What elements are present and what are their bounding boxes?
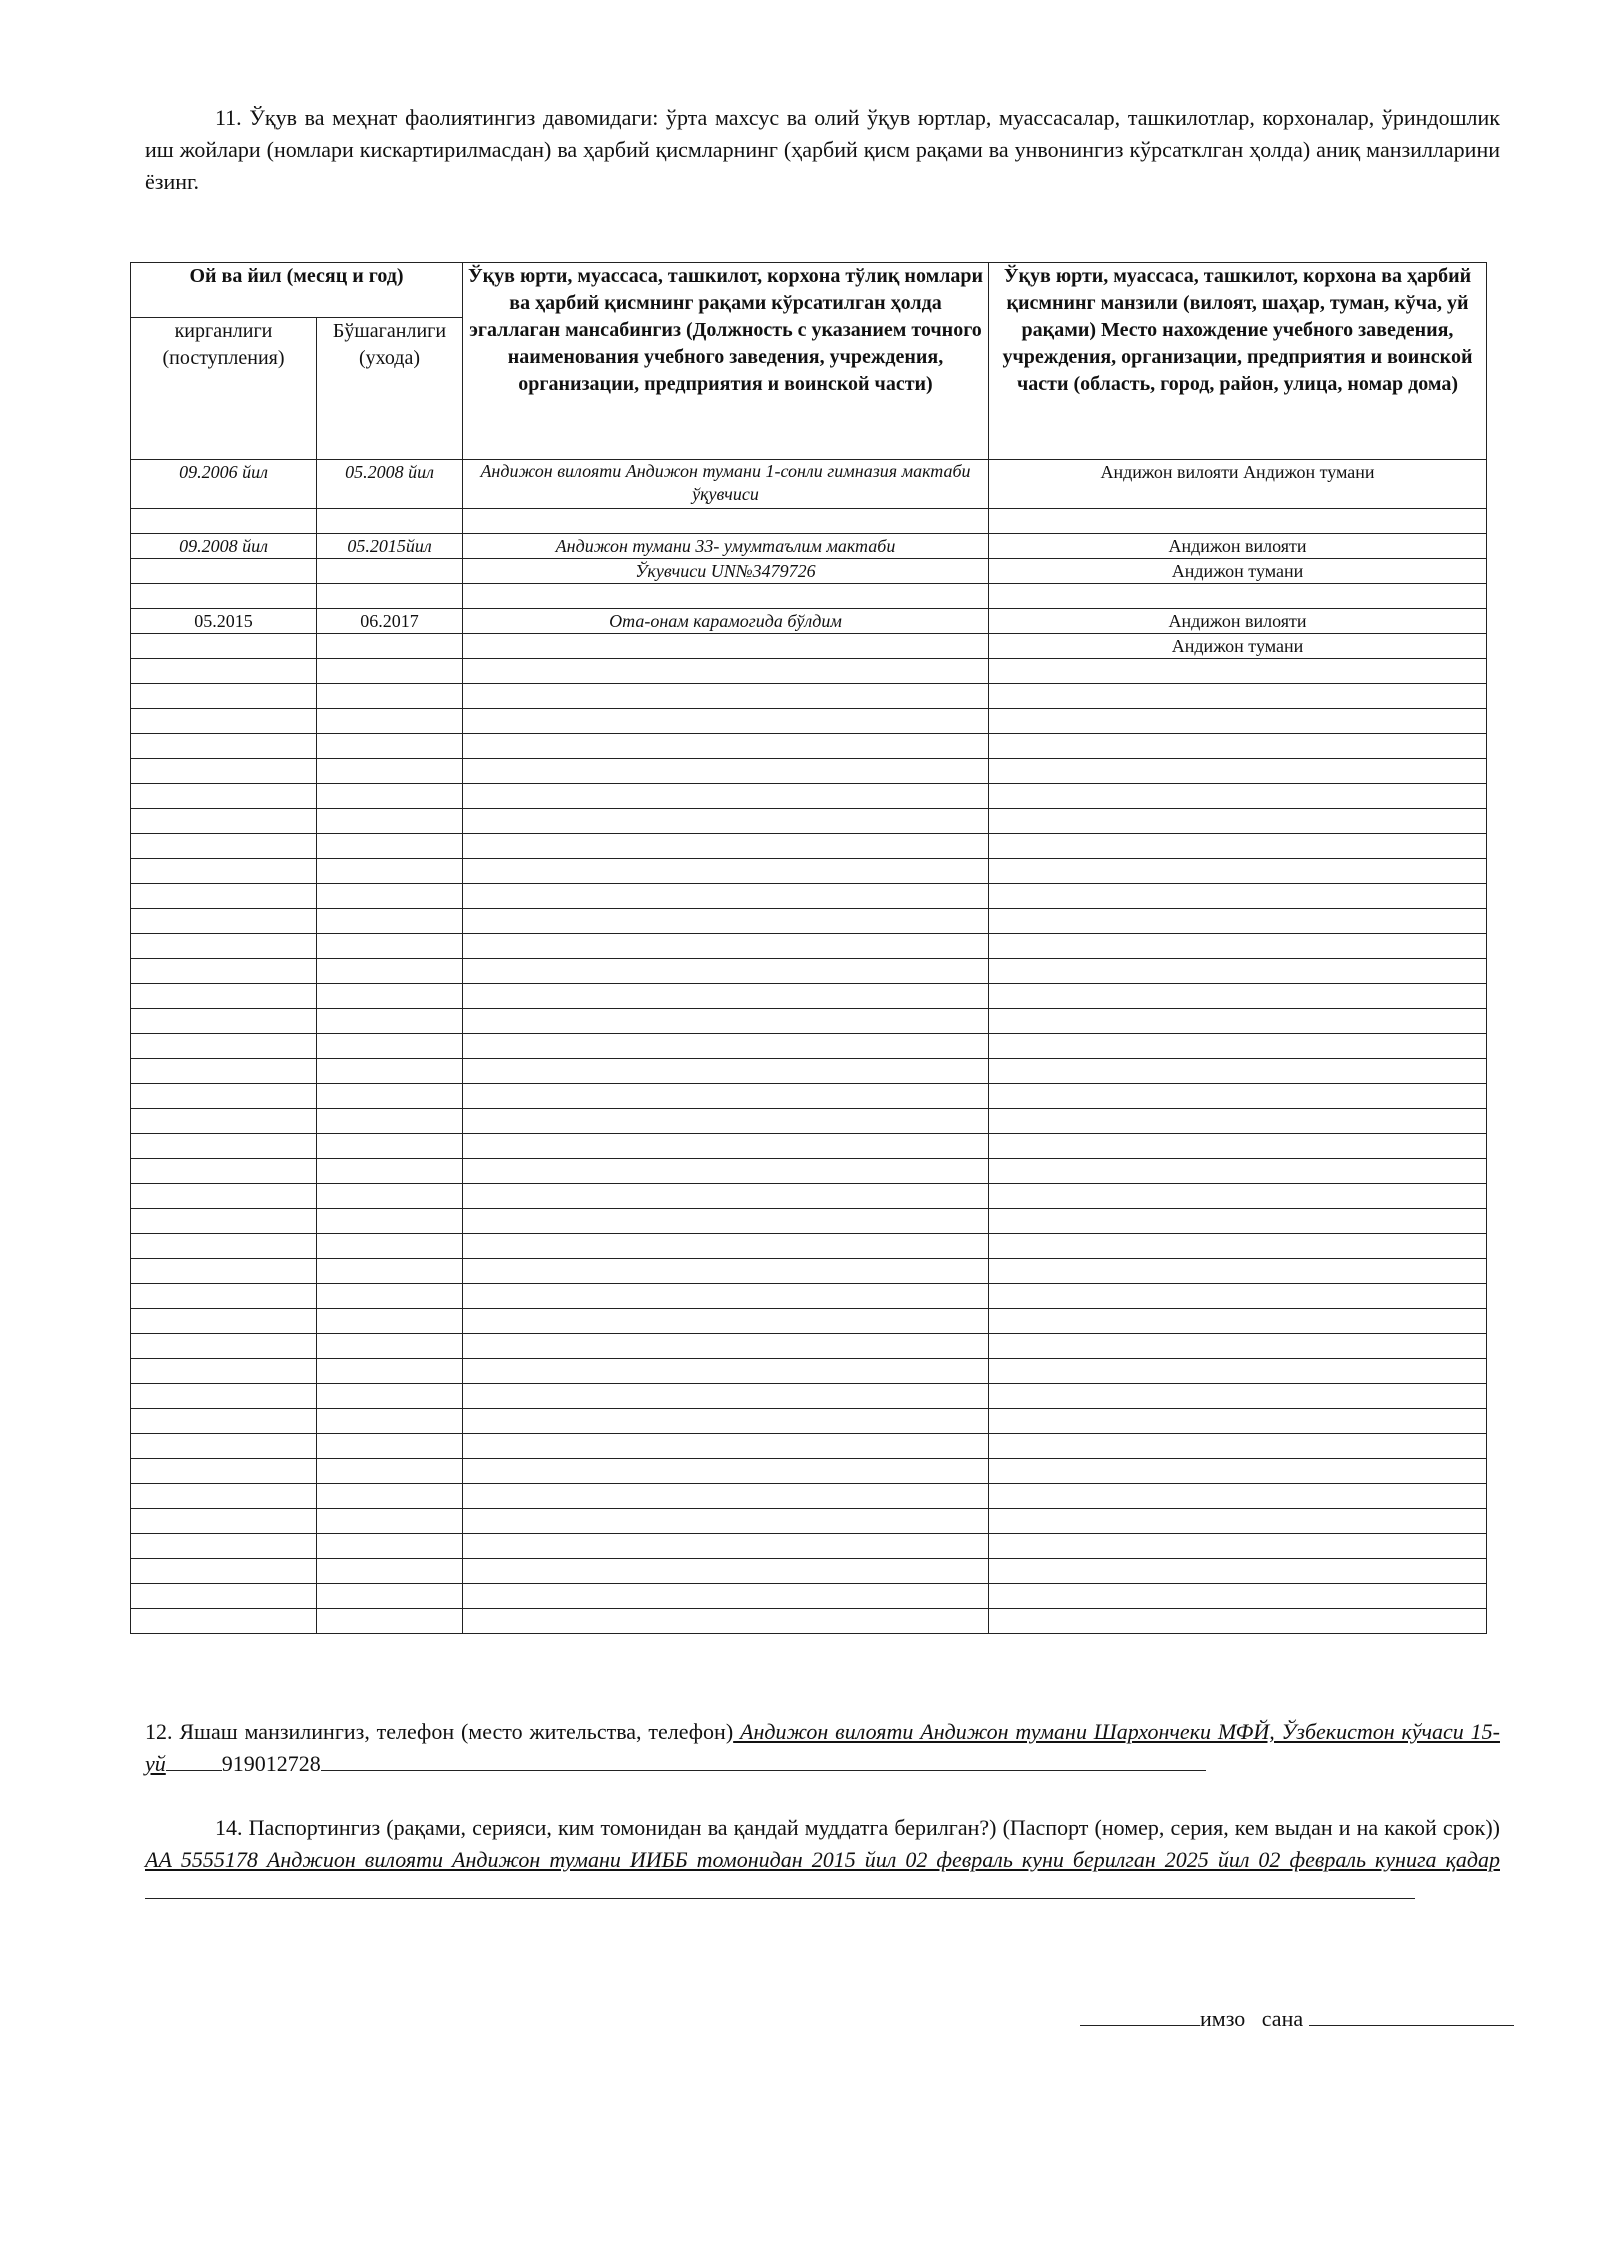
empty-table-row xyxy=(131,1409,1487,1434)
empty-cell xyxy=(131,1059,317,1084)
empty-cell xyxy=(989,834,1487,859)
empty-cell xyxy=(463,984,989,1009)
empty-cell xyxy=(463,1009,989,1034)
exit-date-cell xyxy=(317,559,463,584)
empty-cell xyxy=(989,709,1487,734)
empty-table-row xyxy=(131,1009,1487,1034)
exit-date-cell xyxy=(317,634,463,659)
empty-table-row xyxy=(131,884,1487,909)
empty-cell xyxy=(131,1134,317,1159)
address-cell: Андижон вилояти Андижон тумани xyxy=(989,460,1487,509)
empty-cell xyxy=(463,1109,989,1134)
position-cell: Ўкувчиси UN№3479726 xyxy=(463,559,989,584)
section-14 xyxy=(145,1812,1500,1908)
empty-cell xyxy=(317,1084,463,1109)
empty-cell xyxy=(317,1409,463,1434)
address-cell: Андижон тумани xyxy=(989,559,1487,584)
empty-cell xyxy=(131,1584,317,1609)
empty-cell xyxy=(989,1059,1487,1084)
exit-date-cell xyxy=(317,509,463,534)
empty-cell xyxy=(317,1434,463,1459)
empty-table-row xyxy=(131,1059,1487,1084)
empty-cell xyxy=(131,1109,317,1134)
empty-cell xyxy=(989,1234,1487,1259)
empty-cell xyxy=(317,684,463,709)
empty-table-row xyxy=(131,1084,1487,1109)
empty-cell xyxy=(463,1084,989,1109)
empty-cell xyxy=(989,759,1487,784)
empty-table-row xyxy=(131,1359,1487,1384)
empty-cell xyxy=(463,784,989,809)
empty-cell xyxy=(317,1209,463,1234)
empty-cell xyxy=(989,1309,1487,1334)
empty-cell xyxy=(131,1609,317,1634)
empty-cell xyxy=(131,1309,317,1334)
empty-table-row xyxy=(131,1234,1487,1259)
entry-date-cell: 05.2015 xyxy=(131,609,317,634)
empty-cell xyxy=(989,859,1487,884)
header-exit: Бўшаганлиги (ухода) xyxy=(317,318,463,460)
empty-cell xyxy=(463,1609,989,1634)
header-address: Ўқув юрти, муассаса, ташкилот, корхона ва ҳарбий қисмнинг манзили (вилоят, шаҳар, туман, кўча, уй рақами) Место нахождение учебного заведения, учреждения, организации, предприятия и воинской части (область, город, район, улица, номар дома) xyxy=(989,263,1487,460)
empty-cell xyxy=(317,1259,463,1284)
empty-table-row xyxy=(131,1209,1487,1234)
empty-cell xyxy=(317,1109,463,1134)
empty-cell xyxy=(989,1259,1487,1284)
empty-cell xyxy=(463,934,989,959)
empty-cell xyxy=(131,684,317,709)
empty-cell xyxy=(463,1284,989,1309)
empty-cell xyxy=(989,1609,1487,1634)
table-row xyxy=(131,609,1487,634)
empty-table-row xyxy=(131,1434,1487,1459)
empty-cell xyxy=(989,734,1487,759)
signature-label: имзо xyxy=(1200,2006,1246,2031)
empty-cell xyxy=(131,1409,317,1434)
empty-cell xyxy=(131,1284,317,1309)
empty-cell xyxy=(317,784,463,809)
entry-date-cell: 09.2008 йил xyxy=(131,534,317,559)
entry-date-cell xyxy=(131,509,317,534)
empty-cell xyxy=(317,1009,463,1034)
empty-cell xyxy=(463,1059,989,1084)
empty-cell xyxy=(989,1034,1487,1059)
empty-cell xyxy=(131,859,317,884)
empty-cell xyxy=(317,884,463,909)
empty-table-row xyxy=(131,784,1487,809)
empty-cell xyxy=(989,809,1487,834)
empty-cell xyxy=(317,809,463,834)
empty-cell xyxy=(317,1609,463,1634)
empty-cell xyxy=(989,1434,1487,1459)
empty-cell xyxy=(131,1009,317,1034)
empty-table-row xyxy=(131,1259,1487,1284)
empty-cell xyxy=(463,1384,989,1409)
empty-cell xyxy=(989,984,1487,1009)
entry-date-cell xyxy=(131,559,317,584)
empty-cell xyxy=(131,1434,317,1459)
empty-cell xyxy=(317,984,463,1009)
empty-cell xyxy=(989,1384,1487,1409)
empty-cell xyxy=(317,1184,463,1209)
date-blank xyxy=(1309,2003,1514,2026)
empty-cell xyxy=(317,759,463,784)
exit-date-cell: 05.2008 йил xyxy=(317,460,463,509)
blank-line xyxy=(321,1748,1206,1771)
header-entry: кирганлиги (поступления) xyxy=(131,318,317,460)
empty-table-row xyxy=(131,709,1487,734)
position-cell: Андижон вилояти Андижон тумани 1-сонли гимназия мактаби ўқувчиси xyxy=(463,460,989,509)
empty-cell xyxy=(463,1134,989,1159)
entry-date-cell xyxy=(131,584,317,609)
empty-cell xyxy=(463,1034,989,1059)
empty-cell xyxy=(463,1584,989,1609)
empty-table-row xyxy=(131,1034,1487,1059)
empty-table-row xyxy=(131,909,1487,934)
empty-cell xyxy=(463,684,989,709)
empty-cell xyxy=(989,1159,1487,1184)
empty-cell xyxy=(131,934,317,959)
empty-cell xyxy=(989,1409,1487,1434)
empty-cell xyxy=(131,909,317,934)
empty-cell xyxy=(131,709,317,734)
empty-cell xyxy=(317,734,463,759)
section-11-text: 11. Ўқув ва меҳнат фаолиятингиз давомидаги: ўрта махсус ва олий ўқув юртлар, муассасалар, ташкилотлар, корхоналар, ўриндошлик иш жойлари (номлари кискартирилмасдан) ва ҳарбий қисмларнинг (ҳарбий қисм рақами ва унвонингиз кўрсатклган ҳолда) аниқ манзилларини ёзинг. xyxy=(145,105,1500,194)
empty-cell xyxy=(463,709,989,734)
empty-table-row xyxy=(131,1334,1487,1359)
empty-cell xyxy=(989,1484,1487,1509)
date-label: сана xyxy=(1261,2006,1304,2031)
empty-cell xyxy=(989,659,1487,684)
empty-cell xyxy=(317,1159,463,1184)
empty-cell xyxy=(131,984,317,1009)
empty-table-row xyxy=(131,684,1487,709)
entry-date-cell: 09.2006 йил xyxy=(131,460,317,509)
empty-cell xyxy=(989,1134,1487,1159)
entry-date-cell xyxy=(131,634,317,659)
empty-table-row xyxy=(131,959,1487,984)
home-address: Андижон вилояти Андижон тумани Шархончеки МФЙ, Ўзбекистон кўчаси 15-уй xyxy=(145,1719,1500,1776)
position-cell xyxy=(463,509,989,534)
position-cell: Ота-онам карамогида бўлдим xyxy=(463,609,989,634)
empty-cell xyxy=(463,1234,989,1259)
empty-cell xyxy=(463,759,989,784)
empty-cell xyxy=(463,734,989,759)
section-12-label: 12. Яшаш манзилингиз, телефон (место жительства, телефон) xyxy=(145,1719,734,1744)
empty-cell xyxy=(131,759,317,784)
empty-cell xyxy=(989,1184,1487,1209)
empty-cell xyxy=(131,1234,317,1259)
empty-cell xyxy=(989,1084,1487,1109)
empty-cell xyxy=(317,1134,463,1159)
blank-line xyxy=(166,1748,222,1771)
empty-cell xyxy=(317,659,463,684)
empty-cell xyxy=(989,959,1487,984)
empty-cell xyxy=(131,1159,317,1184)
empty-cell xyxy=(131,1559,317,1584)
empty-table-row xyxy=(131,1159,1487,1184)
empty-table-row xyxy=(131,1284,1487,1309)
empty-cell xyxy=(989,1359,1487,1384)
empty-cell xyxy=(317,1459,463,1484)
empty-cell xyxy=(131,784,317,809)
empty-cell xyxy=(989,784,1487,809)
empty-table-row xyxy=(131,1559,1487,1584)
phone-number: 919012728 xyxy=(221,1751,321,1776)
empty-cell xyxy=(131,1034,317,1059)
empty-cell xyxy=(463,1359,989,1384)
exit-date-cell xyxy=(317,584,463,609)
empty-table-row xyxy=(131,1459,1487,1484)
empty-cell xyxy=(317,959,463,984)
empty-cell xyxy=(131,1209,317,1234)
empty-table-row xyxy=(131,1384,1487,1409)
position-cell xyxy=(463,634,989,659)
empty-cell xyxy=(989,1209,1487,1234)
signature-blank xyxy=(1080,2003,1200,2026)
empty-cell xyxy=(317,1034,463,1059)
empty-cell xyxy=(317,1059,463,1084)
empty-cell xyxy=(317,1284,463,1309)
empty-cell xyxy=(317,1359,463,1384)
empty-cell xyxy=(317,1584,463,1609)
empty-cell xyxy=(131,1459,317,1484)
empty-cell xyxy=(131,1384,317,1409)
address-cell: Андижон тумани xyxy=(989,634,1487,659)
empty-table-row xyxy=(131,984,1487,1009)
table-row xyxy=(131,584,1487,609)
empty-cell xyxy=(131,1084,317,1109)
empty-cell xyxy=(463,834,989,859)
empty-cell xyxy=(989,909,1487,934)
empty-table-row xyxy=(131,1109,1487,1134)
empty-cell xyxy=(463,859,989,884)
empty-cell xyxy=(131,734,317,759)
empty-cell xyxy=(463,1259,989,1284)
empty-cell xyxy=(463,1409,989,1434)
position-cell: Андижон тумани 33- умумтаълим мактаби xyxy=(463,534,989,559)
empty-cell xyxy=(989,1459,1487,1484)
empty-cell xyxy=(989,1109,1487,1134)
exit-date-cell: 05.2015йил xyxy=(317,534,463,559)
empty-table-row xyxy=(131,1484,1487,1509)
empty-cell xyxy=(989,884,1487,909)
empty-cell xyxy=(463,909,989,934)
empty-cell xyxy=(463,1434,989,1459)
empty-cell xyxy=(131,834,317,859)
empty-cell xyxy=(131,884,317,909)
empty-cell xyxy=(463,959,989,984)
empty-cell xyxy=(463,1209,989,1234)
empty-cell xyxy=(989,934,1487,959)
empty-cell xyxy=(463,1334,989,1359)
table-row xyxy=(131,559,1487,584)
table-row xyxy=(131,460,1487,509)
empty-cell xyxy=(463,1559,989,1584)
empty-cell xyxy=(131,1359,317,1384)
empty-table-row xyxy=(131,1184,1487,1209)
empty-table-row xyxy=(131,1534,1487,1559)
table-row xyxy=(131,634,1487,659)
empty-cell xyxy=(463,1309,989,1334)
empty-cell xyxy=(131,1484,317,1509)
address-cell: Андижон вилояти xyxy=(989,609,1487,634)
empty-table-row xyxy=(131,1509,1487,1534)
empty-cell xyxy=(463,1534,989,1559)
empty-table-row xyxy=(131,1309,1487,1334)
empty-cell xyxy=(989,1559,1487,1584)
exit-date-cell: 06.2017 xyxy=(317,609,463,634)
empty-cell xyxy=(317,709,463,734)
empty-cell xyxy=(317,1334,463,1359)
signature-date-line xyxy=(1080,2003,1514,2035)
empty-cell xyxy=(317,909,463,934)
empty-cell xyxy=(131,1184,317,1209)
empty-cell xyxy=(131,659,317,684)
empty-cell xyxy=(463,1509,989,1534)
empty-cell xyxy=(989,1534,1487,1559)
empty-cell xyxy=(463,884,989,909)
empty-cell xyxy=(463,809,989,834)
empty-cell xyxy=(131,809,317,834)
empty-cell xyxy=(989,684,1487,709)
empty-cell xyxy=(131,1509,317,1534)
empty-cell xyxy=(317,1509,463,1534)
section-12 xyxy=(145,1716,1500,1780)
position-cell xyxy=(463,584,989,609)
address-cell xyxy=(989,509,1487,534)
header-date: Ой ва йил (месяц и год) xyxy=(131,263,463,318)
table-row xyxy=(131,509,1487,534)
empty-cell xyxy=(989,1009,1487,1034)
table-row xyxy=(131,534,1487,559)
empty-table-row xyxy=(131,659,1487,684)
blank-line xyxy=(145,1876,1415,1899)
empty-table-row xyxy=(131,859,1487,884)
empty-table-row xyxy=(131,1609,1487,1634)
empty-cell xyxy=(131,1259,317,1284)
empty-cell xyxy=(317,1384,463,1409)
empty-table-row xyxy=(131,934,1487,959)
empty-cell xyxy=(317,934,463,959)
empty-table-row xyxy=(131,809,1487,834)
header-position: Ўқув юрти, муассаса, ташкилот, корхона тўлиқ номлари ва ҳарбий қисмнинг рақами кўрсатилган ҳолда эгаллаган мансабингиз (Должность с указанием точного наименования учебного заведения, учреждения, организации, предприятия и воинской части) xyxy=(463,263,989,460)
empty-cell xyxy=(317,1484,463,1509)
education-work-table xyxy=(130,262,1487,1634)
empty-cell xyxy=(131,1334,317,1359)
empty-cell xyxy=(463,1159,989,1184)
empty-table-row xyxy=(131,834,1487,859)
empty-cell xyxy=(989,1284,1487,1309)
empty-cell xyxy=(317,1534,463,1559)
empty-cell xyxy=(989,1509,1487,1534)
empty-cell xyxy=(463,1184,989,1209)
empty-table-row xyxy=(131,734,1487,759)
section-14-label: 14. Паспортингиз (рақами, серияси, ким томонидан ва қандай муддатга берилган?) (Паспорт (номер, серия, кем выдан и на какой срок)) xyxy=(215,1815,1500,1840)
empty-cell xyxy=(317,1309,463,1334)
empty-cell xyxy=(989,1584,1487,1609)
address-cell xyxy=(989,584,1487,609)
empty-cell xyxy=(463,1484,989,1509)
empty-table-row xyxy=(131,1584,1487,1609)
empty-cell xyxy=(317,1559,463,1584)
address-cell: Андижон вилояти xyxy=(989,534,1487,559)
empty-table-row xyxy=(131,1134,1487,1159)
empty-table-row xyxy=(131,759,1487,784)
empty-cell xyxy=(317,834,463,859)
empty-cell xyxy=(131,1534,317,1559)
passport-details: АА 5555178 Анджион вилояти Андижон тумани ИИББ томонидан 2015 йил 02 февраль куни берилган 2025 йил 02 февраль кунига қадар xyxy=(145,1847,1500,1872)
empty-cell xyxy=(463,659,989,684)
empty-cell xyxy=(463,1459,989,1484)
empty-cell xyxy=(317,859,463,884)
empty-cell xyxy=(131,959,317,984)
empty-cell xyxy=(989,1334,1487,1359)
empty-cell xyxy=(317,1234,463,1259)
